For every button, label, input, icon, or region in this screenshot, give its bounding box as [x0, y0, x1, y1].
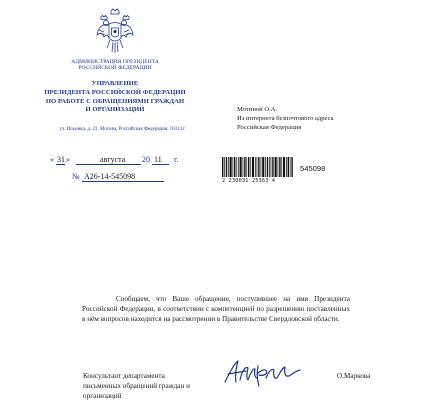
dept-line-2: ПРЕЗИДЕНТА РОССИЙСКОЙ ФЕДЕРАЦИИ	[44, 88, 186, 96]
recipient-line-3: Российская Федерация	[237, 124, 302, 131]
recipient-block	[237, 105, 387, 132]
date-open-quote: «	[50, 155, 54, 164]
letter-body-text: Сообщаем, что Ваше обращение, поступившее на имя Президента Российской Федерации, в соответствии с компетенцией по разрешению поставленных в нём вопросов находится на рассмотрении в Правительстве Свердловской области.	[82, 295, 350, 323]
signer-title-line-1: Консультант департамента	[83, 372, 165, 380]
registration-underline	[82, 181, 164, 182]
admin-line-2: РОССИЙСКОЙ ФЕДЕРАЦИИ	[78, 65, 152, 72]
letterhead-address: ул. Ильинка, д. 23, Москва, Российская Федерация, 103132	[59, 127, 185, 132]
date-day-underline	[56, 164, 65, 165]
admin-line-1: АДМИНИСТРАЦИЯ ПРЕЗИДЕНТА	[71, 59, 159, 65]
date-month-underline	[76, 164, 141, 165]
barcode-image	[222, 157, 293, 177]
date-year-prefix: 20	[142, 155, 150, 164]
registration-number: А26-14-545098	[84, 172, 136, 181]
signer-title-line-2: письменных обращений граждан и	[83, 381, 190, 390]
recipient-line-2: Из интернета безпочтового адреса	[237, 115, 334, 122]
signer-name: О.Маркова	[337, 372, 371, 380]
date-month: августа	[100, 155, 126, 164]
dept-line-4: И ОРГАНИЗАЦИЙ	[85, 106, 145, 114]
date-year-suffix: 11	[154, 155, 162, 164]
dept-line-1: УПРАВЛЕНИЕ	[91, 80, 139, 87]
barcode-digits: 2 230031 25363 4	[222, 178, 276, 184]
date-year-unit: г.	[174, 155, 179, 164]
coat-of-arms-emblem	[96, 8, 134, 54]
date-year-underline	[152, 164, 169, 165]
registration-no-label: №	[72, 172, 80, 181]
recipient-name: Мотиной О.А.	[237, 106, 278, 113]
handwritten-signature	[222, 356, 302, 388]
administration-header	[40, 59, 190, 72]
date-day: 31	[57, 155, 65, 164]
signer-title-line-3: организаций	[83, 391, 122, 400]
barcode-number: 545098	[300, 164, 326, 173]
signer-title	[83, 372, 219, 401]
date-close-quote: »	[66, 155, 70, 164]
department-title	[24, 80, 206, 115]
dept-line-3: ПО РАБОТЕ С ОБРАЩЕНИЯМИ ГРАЖДАН	[45, 97, 185, 105]
